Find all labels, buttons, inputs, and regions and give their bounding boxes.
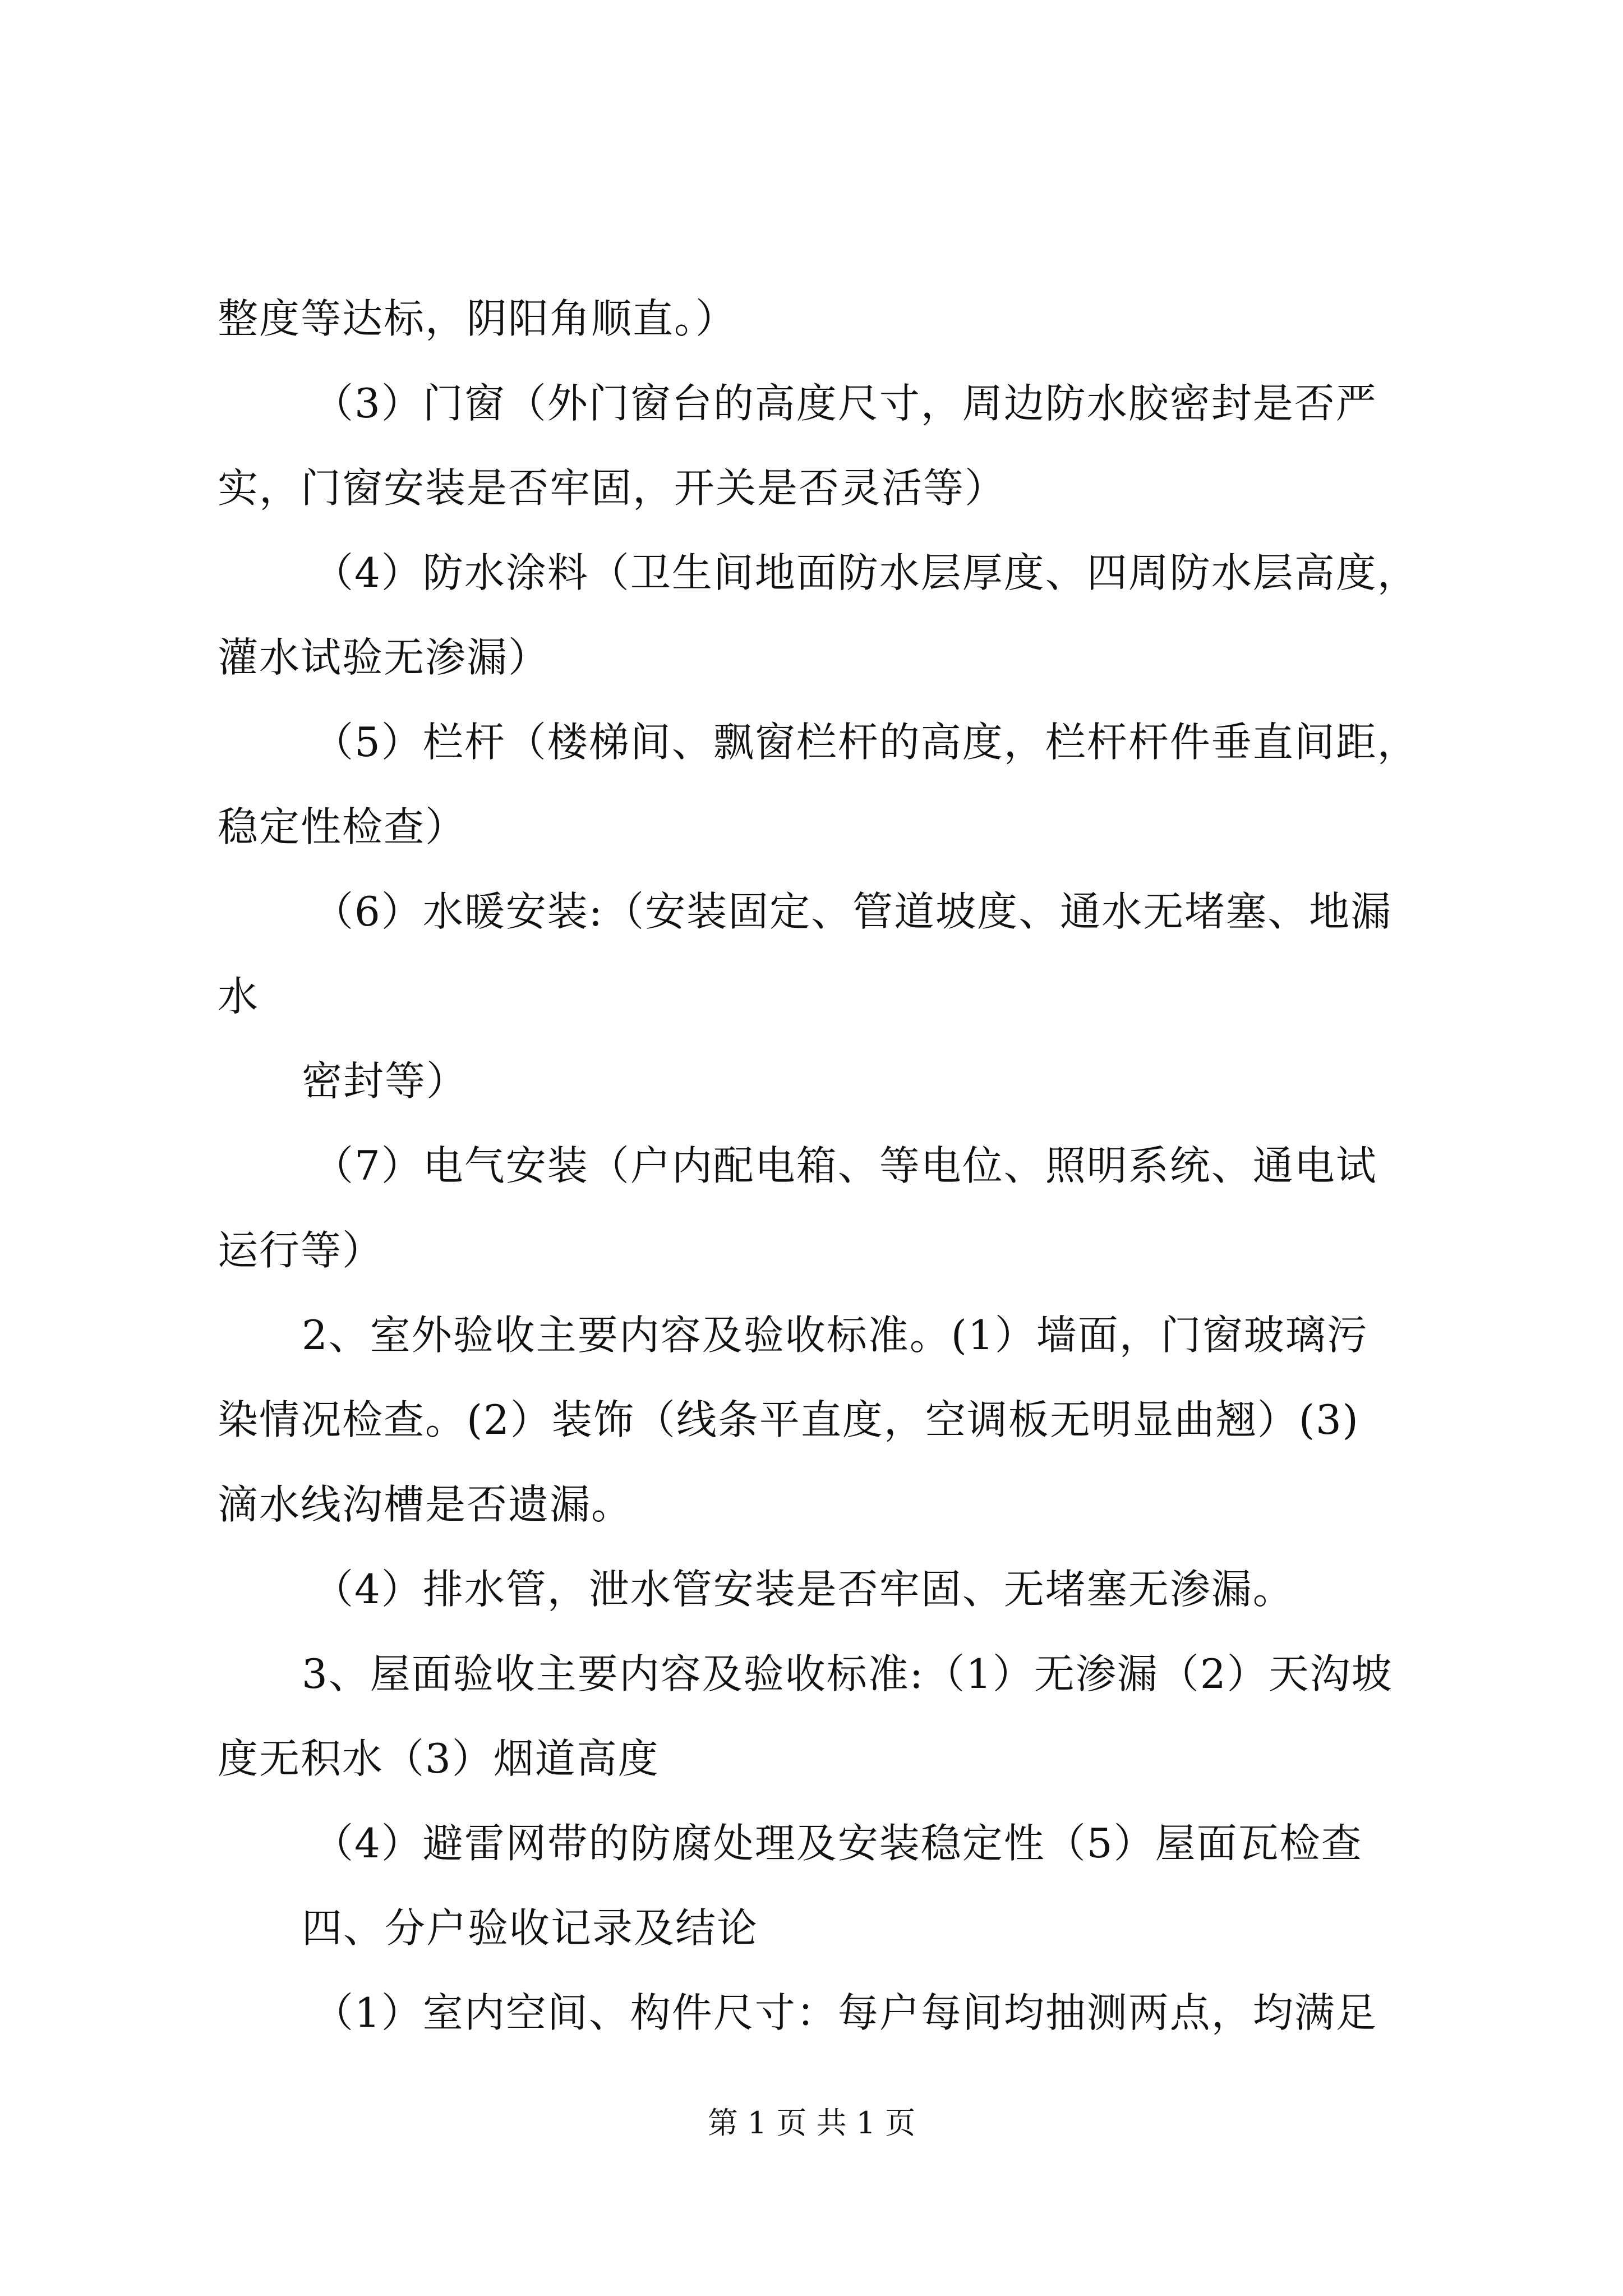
paragraph-line: （4）防水涂料（卫生间地面防水层厚度、四周防水层高度，: [313, 549, 1419, 596]
paragraph-line: （1）室内空间、构件尺寸：每户每间均抽测两点，均满足: [313, 1989, 1377, 2036]
paragraph-line: 滴水线沟槽是否遗漏。: [218, 1481, 633, 1528]
document-body: [218, 277, 1418, 2055]
paragraph-line: （4）排水管，泄水管安装是否牢固、无堵塞无渗漏。: [313, 1566, 1294, 1613]
paragraph-line: （6）水暖安装:（安装固定、管道坡度、通水无堵塞、地漏: [313, 888, 1393, 935]
paragraph-line: 整度等达标，阴阳角顺直。）: [218, 295, 737, 342]
paragraph-line: 水: [218, 973, 260, 1020]
paragraph-line: 度无积水（3）烟道高度: [218, 1735, 660, 1782]
paragraph-line: （3）门窗（外门窗台的高度尺寸，周边防水胶密封是否严: [313, 380, 1377, 427]
paragraph-line: 实，门窗安装是否牢固，开关是否灵活等）: [218, 464, 1007, 512]
paragraph-line: （7）电气安装（户内配电箱、等电位、照明系统、通电试: [313, 1142, 1377, 1189]
paragraph-line: 稳定性检查）: [218, 803, 467, 850]
paragraph-line: 运行等）: [218, 1227, 384, 1274]
paragraph-line: （4）避雷网带的防腐处理及安装稳定性（5）屋面瓦检查: [313, 1820, 1363, 1867]
paragraph-line: 3、屋面验收主要内容及验收标准:（1）无渗漏（2）天沟坡: [302, 1650, 1393, 1697]
paragraph-line: 密封等）: [302, 1057, 468, 1105]
paragraph-line: 灌水试验无渗漏）: [218, 634, 550, 681]
paragraph-line: 2、室外验收主要内容及验收标准。(1）墙面，门窗玻璃污: [302, 1312, 1368, 1359]
paragraph-line: （5）栏杆（楼梯间、飘窗栏杆的高度，栏杆杆件垂直间距，: [313, 719, 1419, 766]
paragraph-line: 染情况检查。(2）装饰（线条平直度，空调板无明显曲翘）(3): [218, 1396, 1359, 1443]
paragraph-line: 四、分户验收记录及结论: [302, 1904, 759, 1952]
page-footer: 第 1 页 共 1 页: [707, 2105, 916, 2141]
